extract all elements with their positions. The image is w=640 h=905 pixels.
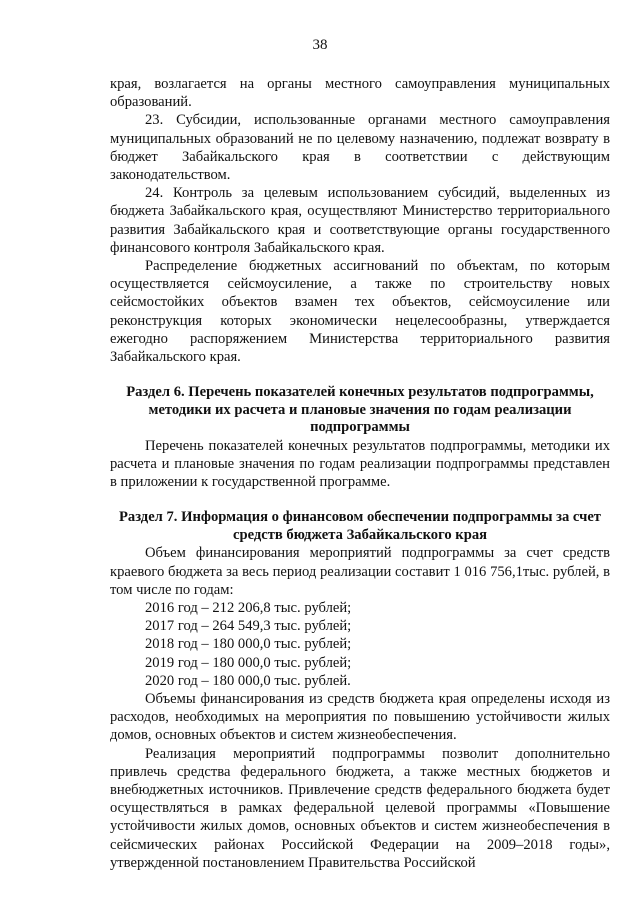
funding-year-2017: 2017 год – 264 549,3 тыс. рублей; bbox=[145, 618, 352, 635]
funding-by-year-list bbox=[110, 599, 610, 690]
section-7-intro: Объем финансирования мероприятий подпрограммы за счет средств краевого бюджета за весь период реализации составит 1 016 756,1тыс. рублей, в том числе по годам: bbox=[110, 545, 610, 598]
funding-year-2020: 2020 год – 180 000,0 тыс. рублей. bbox=[145, 672, 351, 689]
page-number: 38 bbox=[312, 37, 328, 53]
funding-year-2016: 2016 год – 212 206,8 тыс. рублей; bbox=[145, 599, 352, 616]
section-6-heading: Раздел 6. Перечень показателей конечных результатов подпрограммы, методики их расчета и плановые значения по годам реализации подпрограммы bbox=[126, 384, 594, 436]
paragraph-item-24: 24. Контроль за целевым использованием субсидий, выделенных из бюджета Забайкальского края, осуществляют Министерство территориального развития Забайкальского края и соответствующие органы государственного финансового контроля Забайкальского края. bbox=[110, 185, 610, 256]
paragraph-region-bodies: края, возлагается на органы местного самоуправления муниципальных образований. bbox=[110, 76, 610, 111]
section-7-federal-funding: Реализация мероприятий подпрограммы позволит дополнительно привлечь средства федерального бюджета, а также местных бюджетов и внебюджетных источников. Привлечение средств федерального бюджета будет осуществляться в рамках федеральной целевой программы «Повышение устойчивости жилых домов, основных объектов и систем жизнеобеспечения в сейсмических районах Российской Федерации на 2009–2018 годы», утвержденной постановлением Правительства Российской bbox=[110, 745, 610, 871]
funding-year-2018: 2018 год – 180 000,0 тыс. рублей; bbox=[145, 636, 352, 653]
funding-year-2019: 2019 год – 180 000,0 тыс. рублей; bbox=[145, 654, 352, 671]
section-6-text: Перечень показателей конечных результатов подпрограммы, методики их расчета и плановые значения по годам реализации подпрограммы представлен в приложении к государственной программе. bbox=[110, 437, 610, 491]
section-7-heading: Раздел 7. Информация о финансовом обеспечении подпрограммы за счет средств бюджета Забайкальского края bbox=[119, 509, 601, 543]
paragraph-allocation: Распределение бюджетных ассигнований по объектам, по которым осуществляется сейсмоусиление, а также по строительству новых сейсмостойких объектов взамен тех объектов, сейсмоусиление или реконструкция которых экономически нецелесообразны, утверждается ежегодно распоряжением Министерства территориального развития Забайкальского края. bbox=[110, 258, 610, 366]
section-7-funding-basis: Объемы финансирования из средств бюджета края определены исходя из расходов, необходимых на мероприятия по повышению устойчивости жилых домов, основных объектов и систем жизнеобеспечения. bbox=[110, 690, 610, 744]
paragraph-item-23: 23. Субсидии, использованные органами местного самоуправления муниципальных образований не по целевому назначению, подлежат возврату в бюджет Забайкальского края в соответствии с действующим законодательством. bbox=[110, 112, 610, 184]
document-body bbox=[110, 75, 610, 872]
